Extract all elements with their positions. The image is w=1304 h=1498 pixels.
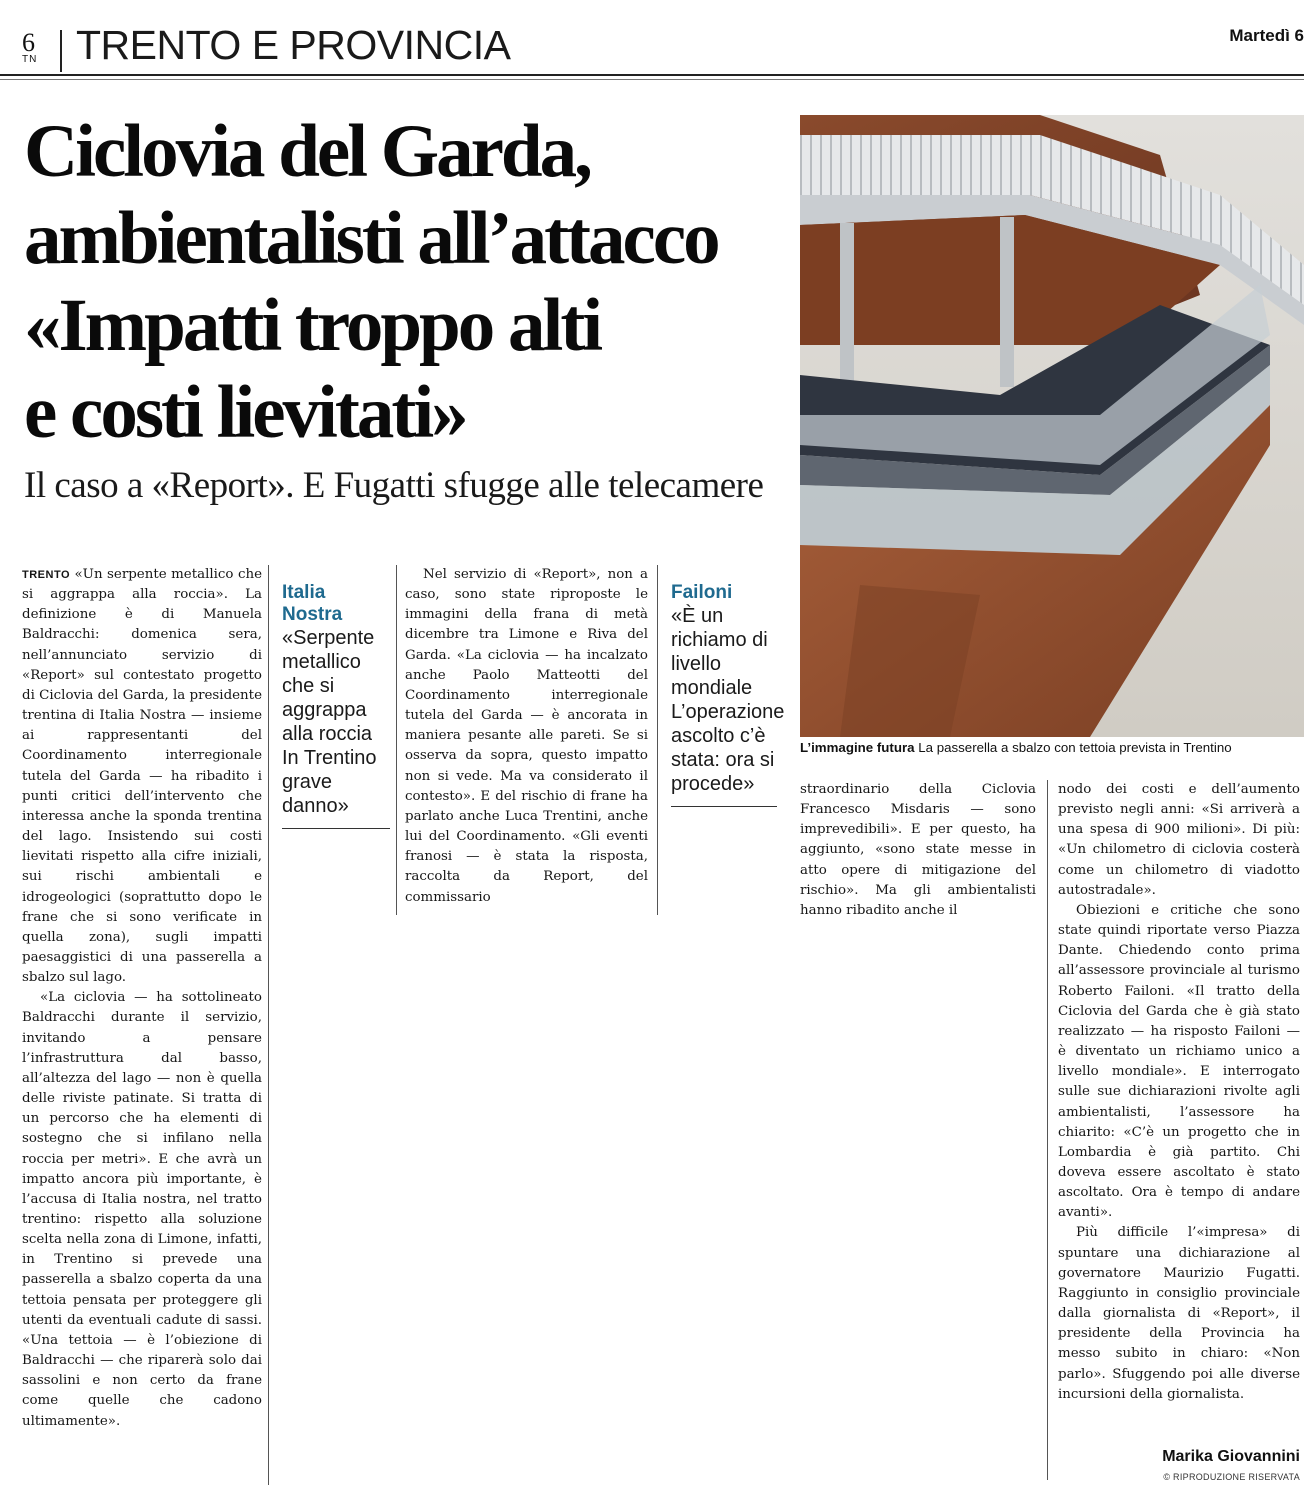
article-paragraph: Nel servizio di «Report», non a caso, sono state riproposte le immagini della frana di metà dicembre tra Limone e Riva del Garda. «La ciclovia — ha incalzato anche Paolo Matteotti del Coordinamento interregionale tutela del Garda — è ancorata in maniera pesante alle pareti. Se si osserva da sopra, questo impatto non si vede. Ma va considerato il contesto». E del rischio di frane ha parlato anche Luca Trentini, anche lui del Coordinamento. «Gli eventi franosi — è stata la risposta, raccolta da Report, del commissario bbox=[405, 567, 648, 905]
byline: Marika Giovannini bbox=[1162, 1448, 1300, 1465]
header-rule bbox=[0, 74, 1304, 76]
section-title: TRENTO E PROVINCIA bbox=[76, 22, 511, 68]
headline-line: ambientalisti all’attacco bbox=[24, 197, 718, 280]
headline bbox=[24, 108, 794, 456]
sidebar-quote: «Serpente metallico che si aggrappa alla roccia In Trentino grave danno» bbox=[282, 627, 377, 817]
sidebar-title: Failoni bbox=[671, 582, 733, 603]
headline-line: Ciclovia del Garda, bbox=[24, 110, 590, 193]
column-divider bbox=[396, 565, 397, 915]
photo-caption bbox=[800, 740, 1304, 755]
sidebar-quote: «È un richiamo di livello mondiale L’operazione ascolto c’è stata: ora si procede» bbox=[671, 605, 785, 795]
page-header bbox=[0, 0, 1304, 80]
header-rule-thin bbox=[0, 79, 1304, 80]
article-paragraph: straordinario della Ciclovia Francesco Misdaris — sono imprevedibili». E per questo, ha aggiunto, «sono state messe in atto opere di mitigazione del rischio». Ma gli ambientalisti hanno ribadito anche il bbox=[800, 782, 1036, 918]
caption-label: L’immagine futura bbox=[800, 740, 915, 755]
copyright-notice: © RIPRODUZIONE RISERVATA bbox=[1163, 1472, 1300, 1482]
article-column-4 bbox=[1058, 780, 1300, 1405]
sidebar-rule bbox=[282, 828, 390, 829]
column-divider bbox=[1047, 780, 1048, 1480]
article-paragraph: «La ciclovia — ha sottolineato Baldracchi durante il servizio, invitando a pensare l’infrastruttura dal basso, all’altezza del lago — non è quella delle riviste patinate. Si tratta di un percorso che ha elementi di sostegno che si infilano nella roccia per metri». E che avrà un impatto ancora più importante, è l’accusa di Italia nostra, nel tratto trentino: rispetto alla soluzione scelta nella zona di Limone, infatti, in Trentino si prevede una passerella a sbalzo coperta da una tettoia pensata per proteggere gli utenti da eventuali cadute di sassi. «Una tettoia — è l’obiezione di Baldracchi — che riparerà solo dai sassolini e non certo da frane come quelle che cadono ultimamente». bbox=[22, 990, 262, 1429]
article-column-3 bbox=[800, 780, 1036, 921]
headline-line: e costi lievitati» bbox=[24, 371, 466, 454]
sidebar-title: Italia Nostra bbox=[282, 582, 343, 625]
column-divider bbox=[657, 565, 658, 915]
page-number: 6 bbox=[22, 28, 35, 57]
article-paragraph: Obiezioni e critiche che sono state quindi riportate verso Piazza Dante. Chiedendo conto prima all’assessore provinciale al turismo Roberto Failoni. «Il tratto della Ciclovia del Garda che è già stato realizzato — ha risposto Failoni — è diventato un richiamo unico a livello mondiale». E interrogato sulle sue dichiarazioni rivolte agli ambientalisti, l’assessore ha chiarito: «C’è un progetto che in Lombardia è già partito. Chi doveva essere ascoltato è stato ascoltato. Ora è tempo di andare avanti». bbox=[1058, 902, 1300, 1221]
headline-line: «Impatti troppo alti bbox=[24, 284, 601, 367]
sidebar-rule bbox=[671, 806, 777, 807]
edition-code: TN bbox=[22, 54, 38, 65]
article-column-2 bbox=[405, 565, 648, 908]
article-column-1 bbox=[22, 565, 262, 1432]
article-photo bbox=[800, 115, 1304, 737]
issue-date: Martedì 6 bbox=[1229, 26, 1304, 45]
sidebar-italia-nostra bbox=[282, 582, 390, 829]
caption-text: La passerella a sbalzo con tettoia prevista in Trentino bbox=[914, 740, 1232, 755]
dateline: TRENTO bbox=[22, 569, 71, 581]
sidebar-failoni bbox=[671, 582, 785, 807]
article-paragraph: Più difficile l’«impresa» di spuntare una dichiarazione al governatore Maurizio Fugatti. Raggiunto in consiglio provinciale dalla giornalista di «Report», il presidente della Provincia ha messo subito in chiaro: «Non parlo». Sfuggendo poi alle diverse incursioni della giornalista. bbox=[1058, 1225, 1300, 1402]
article-paragraph: TRENTO «Un serpente metallico che si aggrappa alla roccia». La definizione è di Manuela Baldracchi: domenica sera, nell’annunciato servizio di «Report» sul contestato progetto di Ciclovia del Garda, la presidente trentina di Italia Nostra — insieme ai rappresentanti del Coordinamento interregionale tutela del Garda — ha ribadito i punti critici dell’intervento che interessa anche la sponda trentina del lago. Insistendo sui costi lievitati rispetto alla cifre iniziali, sui rischi ambientali e idrogeologici (soprattutto dopo le frane che si sono verificate in quella zona), sugli impatti paesaggistici di una passerella a sbalzo sul lago. bbox=[22, 567, 262, 986]
header-divider bbox=[60, 30, 62, 72]
column-divider bbox=[268, 565, 269, 1485]
article-paragraph: nodo dei costi e dell’aumento previsto negli anni: «Si arriverà a una spesa di 900 milioni». Di più: «Un chilometro di ciclovia costerà come un chilometro di viadotto autostradale». bbox=[1058, 782, 1300, 898]
subheadline: Il caso a «Report». E Fugatti sfugge alle telecamere bbox=[24, 465, 764, 506]
